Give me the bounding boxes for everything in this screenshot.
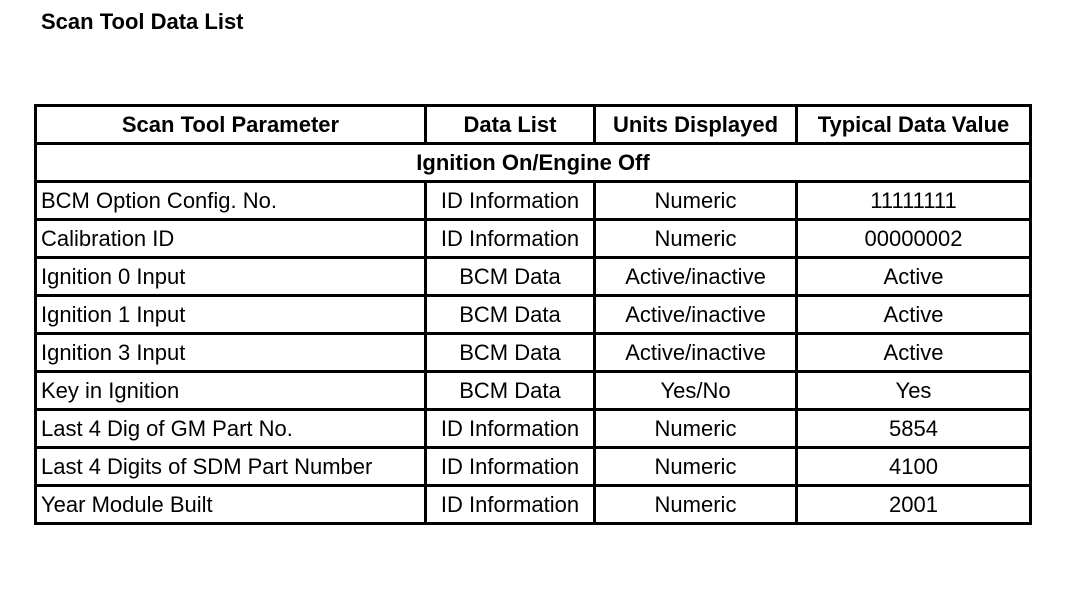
data-list-cell: ID Information	[426, 410, 595, 448]
data-list-cell: BCM Data	[426, 258, 595, 296]
typical-value-cell: 2001	[797, 486, 1031, 524]
data-list-cell: ID Information	[426, 448, 595, 486]
data-list-cell: ID Information	[426, 220, 595, 258]
header-typical-data-value: Typical Data Value	[797, 106, 1031, 144]
data-list-cell: BCM Data	[426, 296, 595, 334]
page-title: Scan Tool Data List	[41, 9, 244, 34]
table-row	[36, 296, 1031, 334]
group-row-ignition-on-engine-off	[36, 144, 1031, 182]
units-cell: Active/inactive	[595, 296, 797, 334]
typical-value-cell: Yes	[797, 372, 1031, 410]
parameter-cell: BCM Option Config. No.	[36, 182, 426, 220]
units-cell: Active/inactive	[595, 258, 797, 296]
units-cell: Numeric	[595, 182, 797, 220]
units-cell: Numeric	[595, 220, 797, 258]
data-list-cell: BCM Data	[426, 334, 595, 372]
scan-tool-data-table	[34, 104, 1032, 525]
typical-value-cell: 11111111	[797, 182, 1031, 220]
data-list-cell: ID Information	[426, 182, 595, 220]
group-label: Ignition On/Engine Off	[36, 144, 1031, 182]
typical-value-cell: 5854	[797, 410, 1031, 448]
typical-value-cell: 00000002	[797, 220, 1031, 258]
units-cell: Numeric	[595, 448, 797, 486]
typical-value-cell: Active	[797, 258, 1031, 296]
table-row	[36, 372, 1031, 410]
table-row	[36, 182, 1031, 220]
table-row	[36, 334, 1031, 372]
parameter-cell: Calibration ID	[36, 220, 426, 258]
data-list-cell: BCM Data	[426, 372, 595, 410]
parameter-cell: Ignition 3 Input	[36, 334, 426, 372]
typical-value-cell: Active	[797, 334, 1031, 372]
parameter-cell: Ignition 1 Input	[36, 296, 426, 334]
table-row	[36, 258, 1031, 296]
parameter-cell: Ignition 0 Input	[36, 258, 426, 296]
units-cell: Active/inactive	[595, 334, 797, 372]
data-list-cell: ID Information	[426, 486, 595, 524]
table-row	[36, 486, 1031, 524]
units-cell: Numeric	[595, 410, 797, 448]
parameter-cell: Last 4 Digits of SDM Part Number	[36, 448, 426, 486]
parameter-cell: Last 4 Dig of GM Part No.	[36, 410, 426, 448]
table-row	[36, 410, 1031, 448]
parameter-cell: Year Module Built	[36, 486, 426, 524]
typical-value-cell: Active	[797, 296, 1031, 334]
header-data-list: Data List	[426, 106, 595, 144]
table-row	[36, 220, 1031, 258]
parameter-cell: Key in Ignition	[36, 372, 426, 410]
header-units-displayed: Units Displayed	[595, 106, 797, 144]
typical-value-cell: 4100	[797, 448, 1031, 486]
header-scan-tool-parameter: Scan Tool Parameter	[36, 106, 426, 144]
table-row	[36, 448, 1031, 486]
units-cell: Yes/No	[595, 372, 797, 410]
units-cell: Numeric	[595, 486, 797, 524]
table-header-row	[36, 106, 1031, 144]
